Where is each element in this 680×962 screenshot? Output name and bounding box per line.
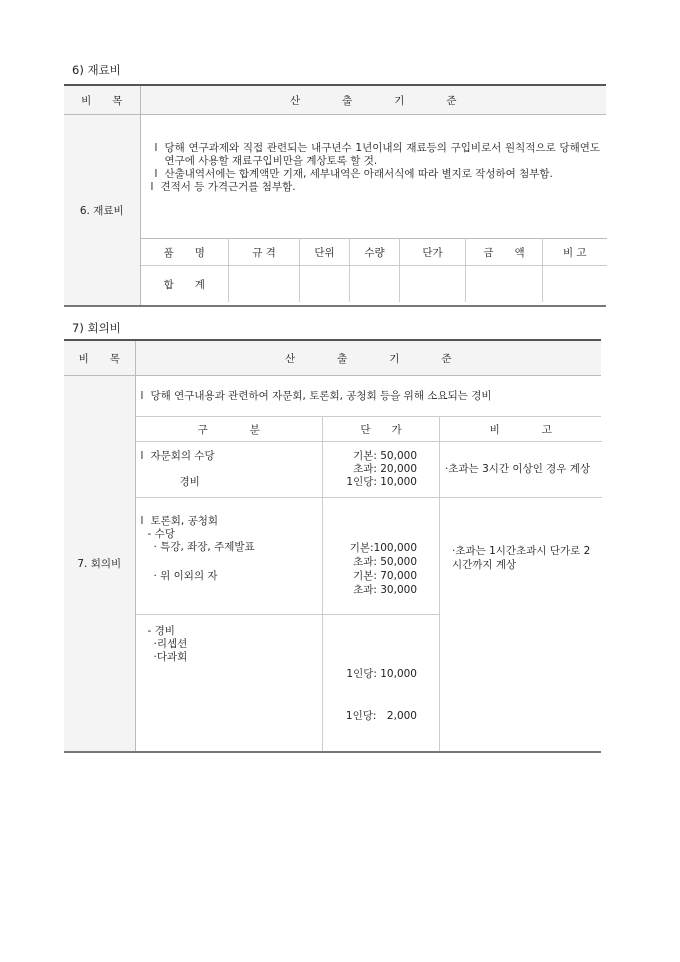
material-cost-table (64, 84, 606, 307)
section7-title: 7) 회의비 (72, 321, 121, 335)
material-row (64, 115, 606, 307)
col-price: 단가 (400, 239, 466, 266)
bullet-item: l 당해 연구과제와 직접 관련되는 내구년수 1년이내의 재료등의 구입비로서 원칙적으로 당해연도 연구에 사용할 재료구입비만을 계상토록 할 것. (154, 142, 600, 167)
subtable-header-row (136, 417, 602, 442)
forum-prices: 기본:100,000 초과: 50,000 기본: 70,000 초과: 30,000 (323, 498, 440, 615)
col-note: 비 고 (543, 239, 607, 266)
header-criteria: 산 출 기 준 (135, 340, 601, 376)
advisory-category: l 자문회의 수당 경비 (136, 442, 323, 498)
forum-note: ·초과는 1시간초과시 단가로 2시간까지 계상 (452, 545, 591, 571)
expense-item1: ·리셉션 (153, 638, 188, 650)
advisory-title: 자문회의 수당 (150, 450, 215, 462)
intro-text: l 당해 연구내용과 관련하여 자문회, 토론회, 공청회 등을 위해 소요되는 경비 (136, 376, 602, 417)
advisory-row (136, 442, 602, 498)
col-amount: 금 액 (466, 239, 543, 266)
total-label: 합 계 (141, 266, 229, 303)
col-spec: 규 격 (229, 239, 300, 266)
col-name: 품 명 (141, 239, 229, 266)
col-category: 구 분 (136, 417, 323, 442)
forum-allowance: - 수당 (147, 528, 175, 540)
total-qty (350, 266, 400, 303)
col-qty: 수량 (350, 239, 400, 266)
header-item: 비 목 (64, 340, 135, 376)
section6-title: 6) 재료비 (72, 63, 121, 77)
col-unit: 단위 (300, 239, 350, 266)
expense-prices: 1인당: 10,000 1인당: 2,000 (323, 615, 440, 752)
total-note (543, 266, 607, 303)
col-remarks: 비 고 (440, 417, 602, 442)
expense-category (136, 615, 323, 752)
expense-title: - 경비 (147, 625, 175, 637)
subtable-header-row (141, 239, 607, 266)
advisory-sub: 경비 (179, 476, 200, 488)
criteria-bullets (141, 115, 607, 238)
advisory-note: ·초과는 3시간 이상인 경우 계상 (440, 442, 602, 498)
advisory-prices: 기본: 50,000 초과: 20,000 1인당: 10,000 (323, 442, 440, 498)
subtable-total-row (141, 266, 607, 303)
total-amount (466, 266, 543, 303)
criteria-cell (140, 115, 606, 307)
forum-title: 토론회, 공청회 (150, 515, 219, 527)
bullet-item: l 산출내역서에는 합계액만 기재, 세부내역은 아래서식에 따라 별지로 작성하여 첨부함. (154, 168, 553, 180)
col-unit-price: 단 가 (323, 417, 440, 442)
total-unit (300, 266, 350, 303)
meeting-row (64, 376, 601, 753)
forum-row (136, 498, 602, 615)
meeting-cost-table (64, 339, 601, 753)
bullet-item: l 견적서 등 가격근거를 첨부함. (150, 181, 296, 193)
row-label: 7. 회의비 (64, 376, 135, 753)
material-subtable (141, 238, 607, 302)
header-item: 비 목 (64, 85, 140, 115)
table-header-row (64, 340, 601, 376)
expense-item2: ·다과회 (153, 651, 188, 663)
total-spec (229, 266, 300, 303)
row-label: 6. 재료비 (64, 115, 140, 307)
header-criteria: 산 출 기 준 (140, 85, 606, 115)
forum-item1: · 특강, 좌장, 주제발표 (153, 541, 255, 553)
table-header-row (64, 85, 606, 115)
meeting-subtable (136, 417, 602, 751)
criteria-cell (135, 376, 601, 753)
forum-category: l 토론회, 공청회 - 수당 · 특강, 좌장, 주제발표 · 위 이외의 자 (136, 498, 323, 615)
forum-item2: · 위 이외의 자 (153, 570, 218, 582)
total-price (400, 266, 466, 303)
